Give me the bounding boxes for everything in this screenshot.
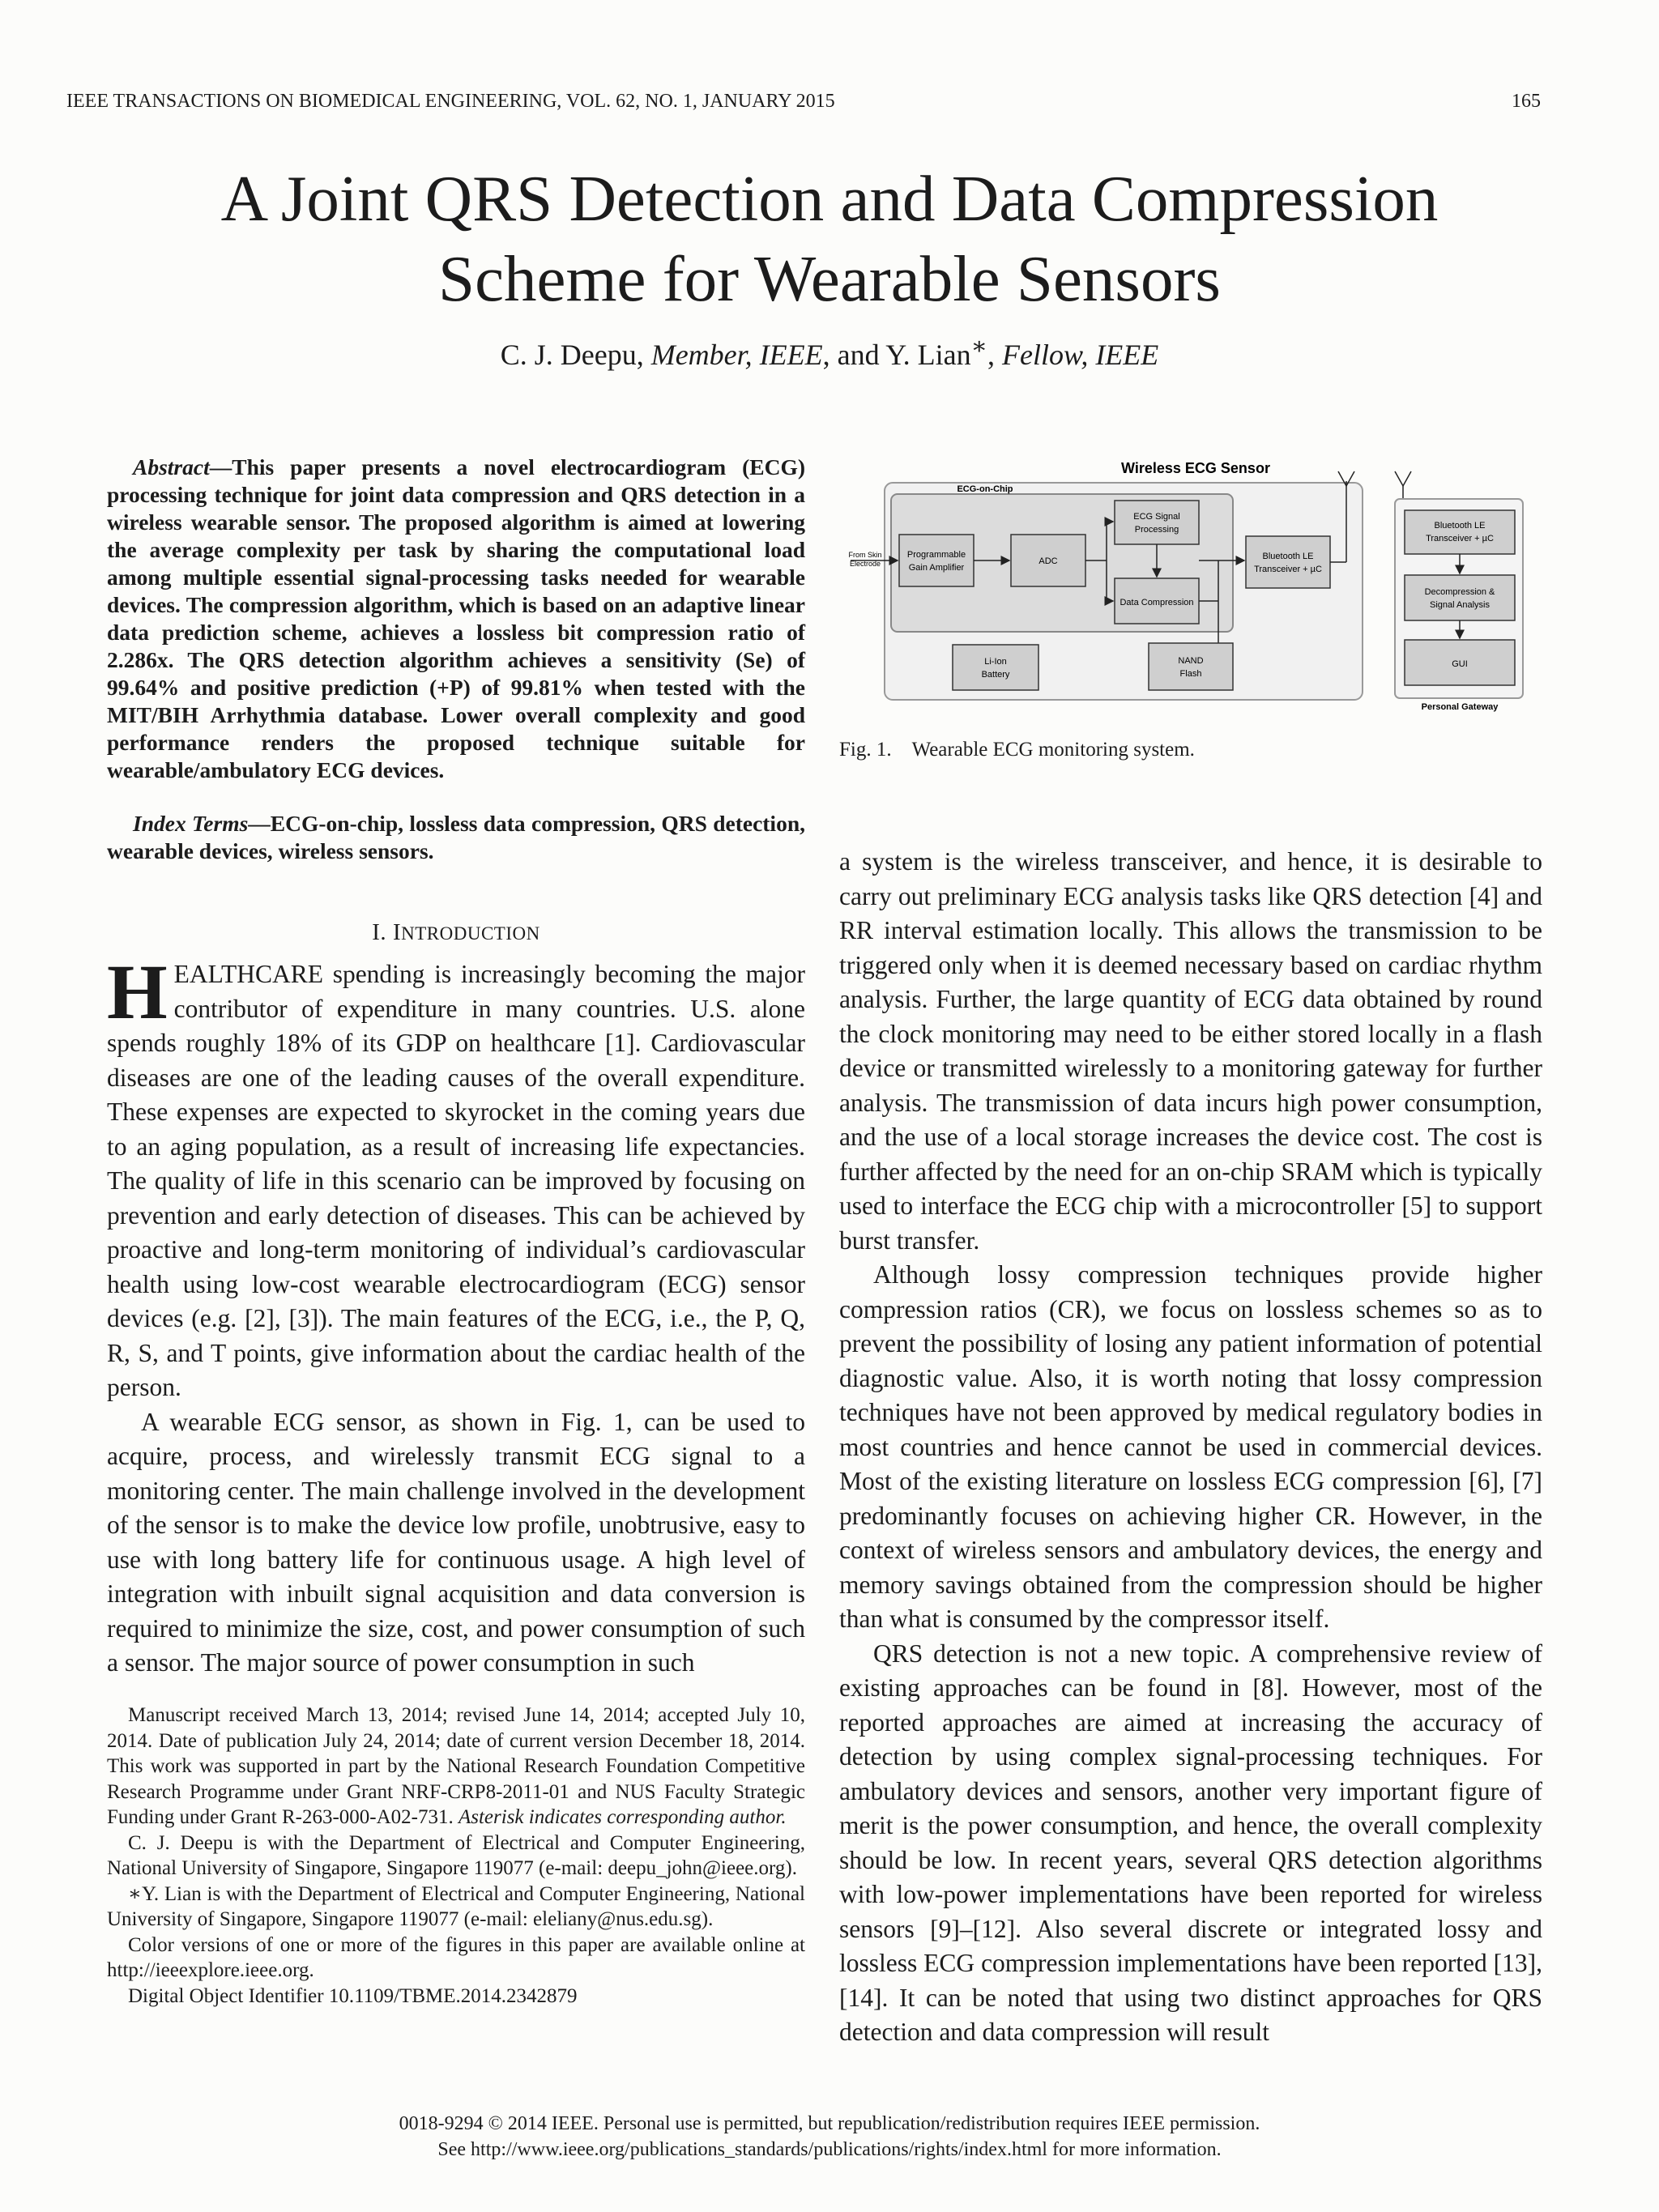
index-terms-lead: Index Terms [133,811,249,836]
abstract-text: —This paper presents a novel electrocardiogram (ECG) processing technique for joint data compression and QRS detection in a wireless wearable sensor. The proposed algorithm is aimed at lowering the average complexity per task by sharing the computational load among multiple essential signal-processing tasks needed for wearable devices. The compression algorithm, which is based on an adaptive linear data prediction scheme, achieves a lossless bit compression ratio of 2.286x. The QRS detection algorithm achieves a sensitivity (Se) of 99.64% and positive prediction (+P) of 99.81% when tested with the MIT/BIH Arrhythmia database. Lower overall complexity and good performance renders the proposed technique suitable for wearable/ambulatory ECG devices. [107,454,805,782]
nand-label-1: NAND [1178,656,1204,666]
right-paragraph-3: QRS detection is not a new topic. A comprehensive review of existing approaches can be found in [8]. However, most of the reported approaches are aimed at increasing the accuracy of detection by using complex signal-processing techniques. For ambulatory devices and sensors, another very important figure of merit is the power consumption, and hence, the overall complexity should be low. In recent years, several QRS detection algorithms with low-power implementations have been reported for wireless sensors [9]–[12]. Also several discrete or integrated lossy and lossless ECG compression implementations have been reported [13], [14]. It can be noted that using two distinct approaches for QRS detection and data compression will result [839,1639,1542,2046]
intro-paragraph-1 [107,948,805,1405]
footnote-color-versions: Color versions of one or more of the figures in this paper are available online at http://ieeexplore.ieee.org. [107,1933,805,1981]
abstract [107,454,805,784]
section-title-smallcaps: NTRODUCTION [401,923,540,944]
footnote-doi: Digital Object Identifier 10.1109/TBME.2014.2342879 [128,1984,578,2007]
footnote [107,1703,805,2009]
copyright-line-1: 0018-9294 © 2014 IEEE. Personal use is permitted, but republication/redistribution requires IEEE permission. [399,2113,1260,2134]
left-column-body [107,948,805,1681]
figure-title: Wireless ECG Sensor [1121,460,1270,476]
battery-block [953,645,1038,690]
figure-caption-number: Fig. 1. [839,739,892,761]
copyright-line-2: See http://www.ieee.org/publications_standards/publications/rights/index.html for more information. [437,2139,1222,2160]
corresponding-star: ∗ [970,333,987,360]
battery-label-1: Li-Ion [984,657,1007,667]
gateway-gui-label: GUI [1452,659,1468,669]
sensor-bluetooth-block [1246,536,1330,588]
drop-cap: H [107,948,168,1035]
footnote-manuscript [107,1703,805,1831]
gateway-decompression-label-2: Signal Analysis [1430,600,1490,610]
intro-paragraph-2: A wearable ECG sensor, as shown in Fig. 1, can be used to acquire, process, and wirelessly transmit ECG signal to a monitoring center. The main challenge involved in the development of the sensor is to make the device low profile, unobtrusive, easy to use with long battery life for continuous usage. A high level of integration with inbuilt signal acquisition and data conversion is required to minimize the size, cost, and power consumption of such a sensor. The major source of power consumption in such [107,1407,805,1677]
chip-label: ECG-on-Chip [957,484,1013,494]
footnote-author-2: ∗Y. Lian is with the Department of Electrical and Computer Engineering, National University of Singapore, Singapore 119077 (e-mail: eleliany@nus.edu.sg). [107,1882,805,1930]
section-heading [107,919,805,946]
abstract-lead: Abstract [133,454,210,479]
figure-caption [839,739,1542,761]
page-number: 165 [1512,91,1541,112]
running-header [66,91,1541,123]
adc-label: ADC [1038,556,1058,566]
footnote-manuscript-text: Manuscript received March 13, 2014; revised June 14, 2014; accepted July 10, 2014. Date of publication July 24, 2014; date of current version December 18, 2014. This work was supported in part by the National Research Foundation Competitive Research Programme under Grant NRF-CRP8-2011-01 and NUS Faculty Strategic Funding under Grant R-263-000-A02-731. [107,1704,805,1828]
intro-paragraph-1-text: EALTHCARE spending is increasingly becoming the major contributor of expenditure in many countries. U.S. alone spends roughly 18% of its GDP on healthcare [1]. Cardiovascular diseases are one of the leading causes of the overall expenditure. These expenses are expected to skyrocket in the coming years due to an aging population, as a result of increasing life expectancies. The quality of life in this scenario can be improved by focusing on prevention and early detection of diseases. This can be achieved by proactive and long-term monitoring of individual’s cardiovascular health using low-cost wearable electrocardiogram (ECG) sensor devices (e.g. [2], [3]). The main features of the ECG, i.e., the P, Q, R, S, and T points, give information about the cardiac health of the person. [107,960,805,1401]
gateway-bluetooth-label-1: Bluetooth LE [1434,521,1486,531]
footnote-author-1: C. J. Deepu is with the Department of Electrical and Computer Engineering, National University of Singapore, Singapore 119077 (e-mail: deepu_john@ieee.org). [107,1831,805,1879]
author-1-affiliation: Member, IEEE [650,339,823,371]
ecg-processing-label-1: ECG Signal [1133,512,1180,522]
right-paragraph-1: a system is the wireless transceiver, and hence, it is desirable to carry out preliminary ECG analysis tasks like QRS detection [4] and RR interval estimation locally. This allows the transmission to be triggered only when it is deemed necessary based on cardiac rhythm analysis. Further, the large quantity of ECG data obtained by round the clock monitoring may need to be either stored locally in a flash device or transmitted wirelessly to a monitoring gateway for further analysis. The transmission of data incurs high power consumption, and the use of a local storage increases the device cost. The cost is further affected by the need for an on-chip SRAM which is typically used to interface the ECG chip with a microcontroller [5] to support burst transfer. [839,847,1542,1255]
copyright-notice [0,2111,1659,2163]
index-terms-text: —ECG-on-chip, lossless data compression, QRS detection, wearable devices, wireless sensors. [107,811,805,863]
ecg-processing-block [1115,501,1199,544]
author-1-name: C. J. Deepu [500,339,637,371]
gateway-label: Personal Gateway [1421,702,1499,712]
figure-caption-text: Wearable ECG monitoring system. [911,739,1195,761]
gateway-bluetooth-block [1405,510,1515,554]
paper-title [0,159,1659,319]
section-title-initial: I [392,919,402,945]
section-number: I. [372,919,387,945]
title-line-2: Scheme for Wearable Sensors [438,242,1221,315]
pga-label-1: Programmable [906,550,966,560]
title-line-1: A Joint QRS Detection and Data Compression [220,162,1439,235]
nand-block [1149,643,1233,690]
footnote-asterisk-note: Asterisk indicates corresponding author. [458,1806,787,1828]
data-compression-label: Data Compression [1120,598,1194,607]
pga-block [899,535,974,586]
author-separator: , and [822,339,886,371]
right-paragraph-2: Although lossy compression techniques provide higher compression ratios (CR), we focus on lossless schemes so as to prevent the possibility of losing any patient information of potential diagnostic value. Also, it is worth noting that lossy compression techniques have not been approved by medical regulatory bodies in most countries and hence cannot be used in commercial devices. Most of the existing literature on lossless ECG compression [6], [7] predominantly focuses on achieving higher CR. However, in the context of wireless sensors and ambulatory devices, the energy and memory savings obtained from the compression should be higher than what is consumed by the compressor itself. [839,1260,1542,1633]
gateway-bluetooth-label-2: Transceiver + µC [1426,534,1494,543]
author-line: C. J. Deepu, Member, IEEE, and Y. Lian∗, Fellow, IEEE [500,333,1159,371]
gateway-antenna-icon [1395,471,1411,486]
sensor-bluetooth-label-2: Transceiver + µC [1254,565,1322,574]
sensor-bluetooth-label-1: Bluetooth LE [1262,552,1314,561]
battery-label-2: Battery [981,670,1010,680]
figure-1 [839,458,1549,718]
input-label-1: From Skin [848,551,882,559]
index-terms [107,810,805,865]
block-diagram [839,458,1549,718]
gateway-decompression-block [1405,575,1515,620]
pga-label-2: Gain Amplifier [908,563,965,573]
author-2-affiliation: Fellow, IEEE [1002,339,1159,371]
nand-label-2: Flash [1179,669,1202,679]
ecg-processing-label-2: Processing [1134,525,1179,535]
right-column-body [839,845,1542,2050]
author-2-name: Y. Lian [885,339,971,371]
gateway-decompression-label-1: Decompression & [1424,587,1495,597]
journal-name: IEEE TRANSACTIONS ON BIOMEDICAL ENGINEERING, VOL. 62, NO. 1, JANUARY 2015 [66,91,835,112]
input-label-2: Electrode [849,560,881,568]
